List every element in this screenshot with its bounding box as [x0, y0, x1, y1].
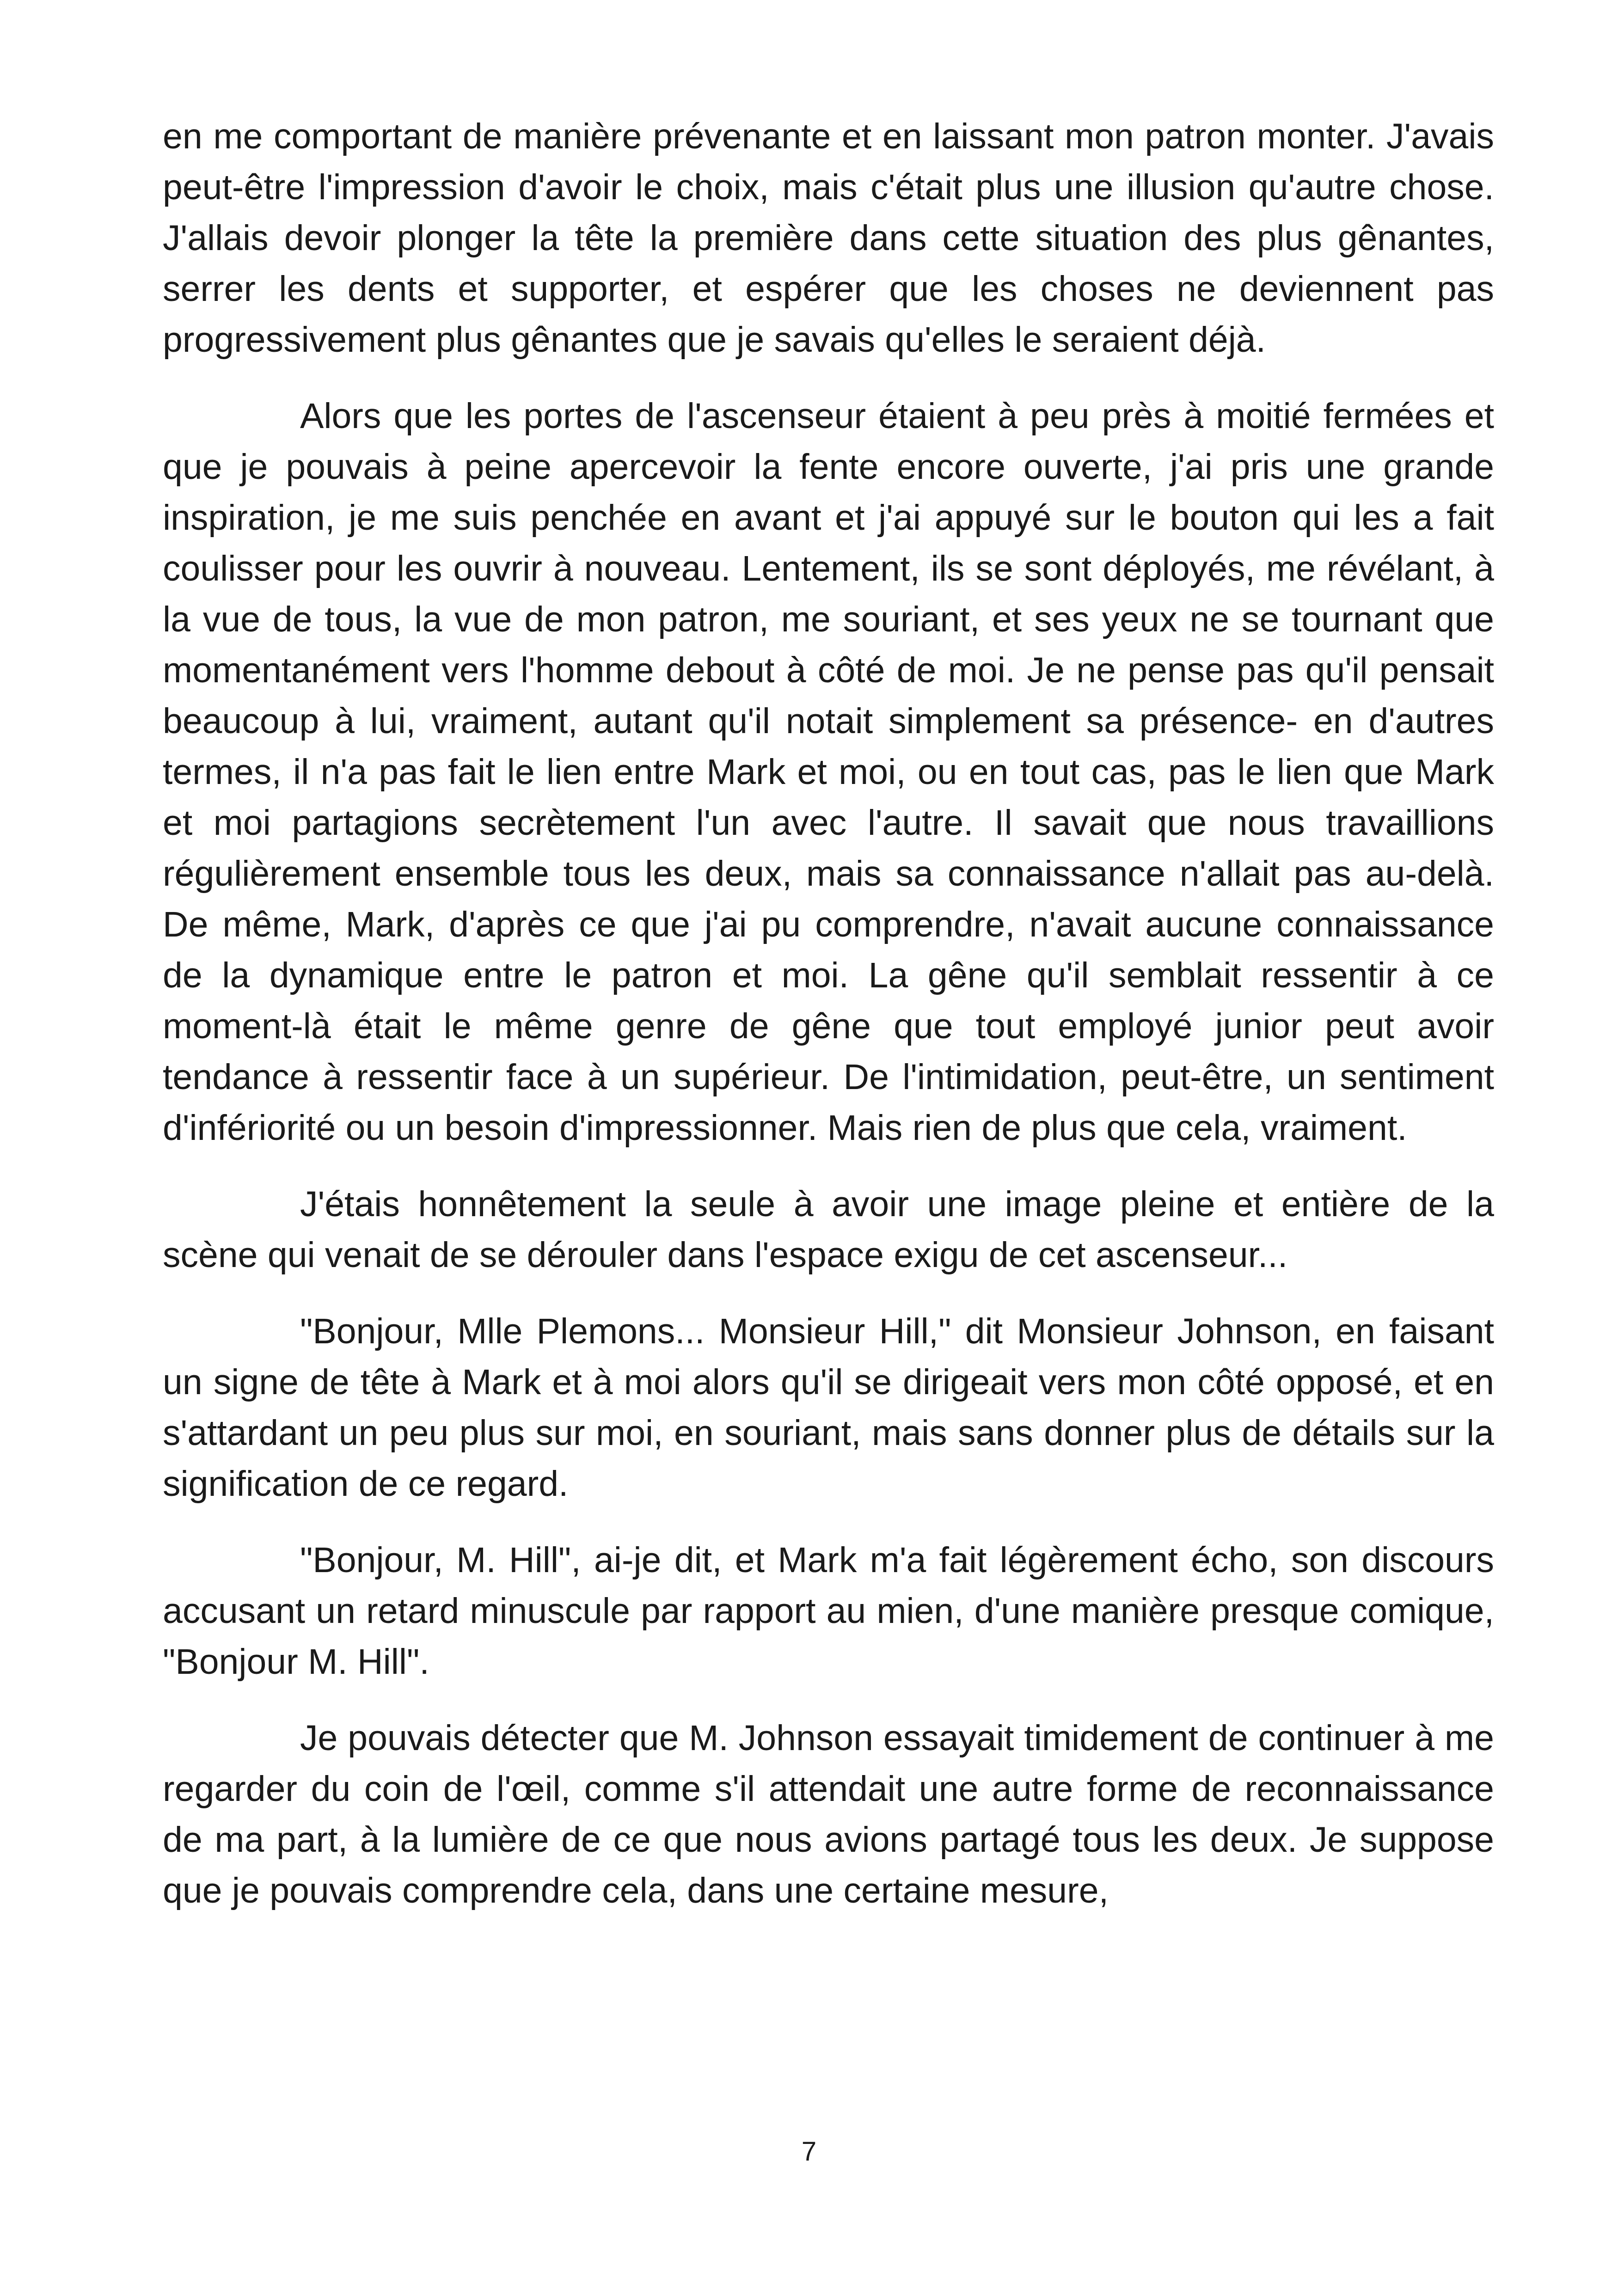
body-text — [163, 111, 1494, 1941]
paragraph-5: "Bonjour, M. Hill", ai-je dit, et Mark m'a fait légèrement écho, son discours accusant un retard minuscule par rapport au mien, d'une manière presque comique, "Bonjour M. Hill". — [163, 1540, 1494, 1682]
paragraph-2: Alors que les portes de l'ascenseur étaient à peu près à moitié fermées et que je pouvais à peine apercevoir la fente encore ouverte, j'ai pris une grande inspiration, je me suis penchée en avant et j'ai appuyé sur le bouton qui les a fait coulisser pour les ouvrir à nouveau. Lentement, ils se sont déployés, me révélant, à la vue de tous, la vue de mon patron, me souriant, et ses yeux ne se tournant que momentanément vers l'homme debout à côté de moi. Je ne pense pas qu'il pensait beaucoup à lui, vraiment, autant qu'il notait simplement sa présence- en d'autres termes, il n'a pas fait le lien entre Mark et moi, ou en tout cas, pas le lien que Mark et moi partagions secrètement l'un avec l'autre. Il savait que nous travaillions régulièrement ensemble tous les deux, mais sa connaissance n'allait pas au-delà. De même, Mark, d'après ce que j'ai pu comprendre, n'avait aucune connaissance de la dynamique entre le patron et moi. La gêne qu'il semblait ressentir à ce moment-là était le même genre de gêne que tout employé junior peut avoir tendance à ressentir face à un supérieur. De l'intimidation, peut-être, un sentiment d'infériorité ou un besoin d'impressionner. Mais rien de plus que cela, vraiment. — [163, 396, 1494, 1148]
paragraph-3: J'étais honnêtement la seule à avoir une image pleine et entière de la scène qui venait de se dérouler dans l'espace exigu de cet ascenseur... — [163, 1184, 1494, 1275]
page-number: 7 — [801, 2137, 817, 2167]
paragraph-6: Je pouvais détecter que M. Johnson essayait timidement de continuer à me regarder du coin de l'œil, comme s'il attendait une autre forme de reconnaissance de ma part, à la lumière de ce que nous avions partagé tous les deux. Je suppose que je pouvais comprendre cela, dans une certaine mesure, — [163, 1718, 1494, 1910]
paragraph-4: "Bonjour, Mlle Plemons... Monsieur Hill," dit Monsieur Johnson, en faisant un signe de tête à Mark et à moi alors qu'il se dirigeait vers mon côté opposé, et en s'attardant un peu plus sur moi, en souriant, mais sans donner plus de détails sur la signification de ce regard. — [163, 1311, 1494, 1504]
paragraph-1: en me comportant de manière prévenante et en laissant mon patron monter. J'avais peut-être l'impression d'avoir le choix, mais c'était plus une illusion qu'autre chose. J'allais devoir plonger la tête la première dans cette situation des plus gênantes, serrer les dents et supporter, et espérer que les choses ne deviennent pas progressivement plus gênantes que je savais qu'elles le seraient déjà. — [163, 116, 1494, 360]
